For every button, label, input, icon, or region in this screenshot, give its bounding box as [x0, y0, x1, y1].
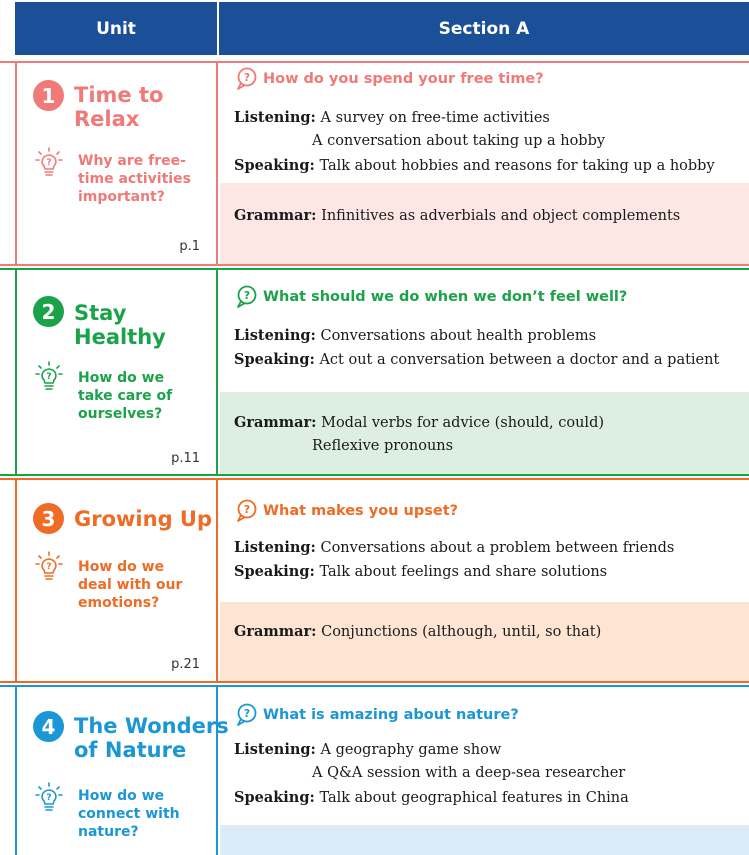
unit-4-title-line-2: of Nature	[74, 738, 187, 762]
unit-4-listening-item: A geography game show	[320, 742, 502, 758]
unit-2-title-line-1: Stay	[74, 301, 127, 325]
unit-4-grammar-band	[220, 825, 749, 855]
unit-4-listening-row-2	[312, 765, 625, 781]
unit-3-big-question	[78, 558, 182, 612]
unit-2-left-column	[15, 270, 218, 474]
unit-2-grammar-item: Modal verbs for advice (should, could)	[321, 415, 605, 431]
svg-text:?: ?	[243, 289, 251, 302]
unit-1-big-question-line: Why are free-	[78, 153, 186, 169]
unit-3-listening-item: Conversations about a problem between friends	[320, 540, 675, 556]
unit-1-title-line-1: Time to	[74, 83, 164, 107]
unit-2-big-question-line: ourselves?	[78, 406, 163, 422]
unit-2-listening-row	[234, 327, 596, 344]
unit-1-big-question-line: important?	[78, 189, 165, 205]
unit-2-grammar-item: Reflexive pronouns	[312, 438, 454, 454]
unit-1-grammar-item: Infinitives as adverbials and object complements	[321, 208, 681, 224]
unit-2-title-line-2: Healthy	[74, 325, 166, 349]
unit-2-speaking-row	[234, 351, 719, 368]
svg-text:?: ?	[46, 793, 52, 803]
unit-2-grammar-row-2	[312, 438, 453, 454]
unit-4-essential-question-text: What is amazing about nature?	[263, 707, 519, 723]
unit-2-big-question	[78, 369, 172, 423]
speaking-label: Speaking:	[234, 157, 315, 174]
unit-2-listening-item: Conversations about health problems	[320, 328, 597, 344]
header-unit: Unit	[15, 2, 217, 55]
unit-2-speaking-item: Act out a conversation between a doctor and a patient	[319, 352, 720, 368]
unit-1-listening-item: A survey on free-time activities	[320, 110, 550, 126]
unit-2-big-question-line: How do we	[78, 370, 165, 386]
unit-4-speaking-item: Talk about geographical features in China	[319, 790, 629, 806]
unit-1-title-line-2: Relax	[74, 107, 140, 131]
question-icon	[236, 703, 260, 727]
svg-text:?: ?	[243, 707, 251, 720]
unit-4-listening-item: A Q&A session with a deep-sea researcher	[312, 765, 626, 781]
unit-1-listening-item: A conversation about taking up a hobby	[312, 133, 606, 149]
unit-4-number: 4	[33, 711, 64, 742]
lightbulb-question-icon	[35, 361, 63, 391]
grammar-label: Grammar:	[234, 623, 317, 640]
unit-4-big-question-line: nature?	[78, 824, 139, 840]
svg-text:?: ?	[46, 372, 52, 382]
speaking-label: Speaking:	[234, 563, 315, 580]
listening-label: Listening:	[234, 539, 316, 556]
unit-1-speaking-row	[234, 157, 715, 174]
unit-3-grammar-item: Conjunctions (although, until, so that)	[321, 624, 602, 640]
question-icon	[236, 67, 260, 91]
unit-3-page: p.21	[171, 657, 200, 672]
unit-3-listening-row	[234, 539, 674, 556]
unit-4-row	[0, 685, 749, 855]
question-icon	[236, 499, 260, 523]
unit-2-grammar-band	[220, 392, 749, 474]
listening-label: Listening:	[234, 109, 316, 126]
unit-4-listening-row	[234, 741, 501, 758]
unit-1-listening-row	[234, 109, 550, 126]
unit-2-essential-question	[236, 285, 627, 309]
unit-1-essential-question-text: How do you spend your free time?	[263, 71, 544, 87]
unit-1-big-question	[78, 152, 191, 206]
svg-text:?: ?	[46, 158, 52, 168]
unit-1-left-column	[15, 63, 218, 264]
speaking-label: Speaking:	[234, 789, 315, 806]
unit-1-grammar-row	[234, 207, 680, 224]
unit-2-big-question-line: take care of	[78, 388, 173, 404]
unit-3-left-column	[15, 480, 218, 681]
unit-4-essential-question	[236, 703, 519, 727]
unit-2-number: 2	[33, 296, 64, 327]
unit-4-title	[74, 714, 229, 762]
unit-3-big-question-line: How do we	[78, 559, 165, 575]
unit-2-title	[74, 301, 166, 349]
lightbulb-question-icon	[35, 551, 63, 581]
grammar-label: Grammar:	[234, 207, 317, 224]
unit-2-page: p.11	[171, 451, 200, 466]
unit-2-essential-question-text: What should we do when we don’t feel well?	[263, 289, 628, 305]
lightbulb-question-icon	[35, 147, 63, 177]
listening-label: Listening:	[234, 741, 316, 758]
header-section-a: Section A	[219, 2, 749, 55]
unit-4-title-line-1: The Wonders	[74, 714, 229, 738]
unit-3-big-question-line: deal with our	[78, 577, 183, 593]
svg-text:?: ?	[243, 503, 251, 516]
unit-2-row	[0, 268, 749, 476]
grammar-label: Grammar:	[234, 414, 317, 431]
lightbulb-question-icon	[35, 782, 63, 812]
unit-1-page: p.1	[179, 239, 200, 254]
unit-1-speaking-item: Talk about hobbies and reasons for taking up a hobby	[319, 158, 715, 174]
unit-1-big-question-line: time activities	[78, 171, 191, 187]
unit-1-essential-question	[236, 67, 544, 91]
unit-3-grammar-row	[234, 623, 601, 640]
unit-4-big-question-line: connect with	[78, 806, 180, 822]
unit-1-title	[74, 83, 163, 131]
unit-3-title-line-1: Growing Up	[74, 507, 212, 531]
unit-3-speaking-row	[234, 563, 607, 580]
unit-3-row	[0, 478, 749, 683]
unit-1-row	[0, 61, 749, 266]
unit-3-speaking-item: Talk about feelings and share solutions	[319, 564, 608, 580]
svg-text:?: ?	[46, 562, 52, 572]
speaking-label: Speaking:	[234, 351, 315, 368]
unit-3-number: 3	[33, 503, 64, 534]
unit-1-number: 1	[33, 80, 64, 111]
listening-label: Listening:	[234, 327, 316, 344]
unit-3-big-question-line: emotions?	[78, 595, 160, 611]
unit-4-left-column	[15, 687, 229, 855]
unit-4-speaking-row	[234, 789, 629, 806]
unit-3-essential-question-text: What makes you upset?	[263, 503, 459, 519]
unit-2-grammar-row	[234, 414, 604, 431]
svg-text:?: ?	[243, 71, 251, 84]
unit-3-title	[74, 507, 212, 531]
question-icon	[236, 285, 260, 309]
unit-4-big-question	[78, 787, 180, 841]
unit-3-essential-question	[236, 499, 458, 523]
unit-3-grammar-band	[220, 602, 749, 681]
unit-4-big-question-line: How do we	[78, 788, 165, 804]
unit-1-listening-row-2	[312, 133, 605, 149]
